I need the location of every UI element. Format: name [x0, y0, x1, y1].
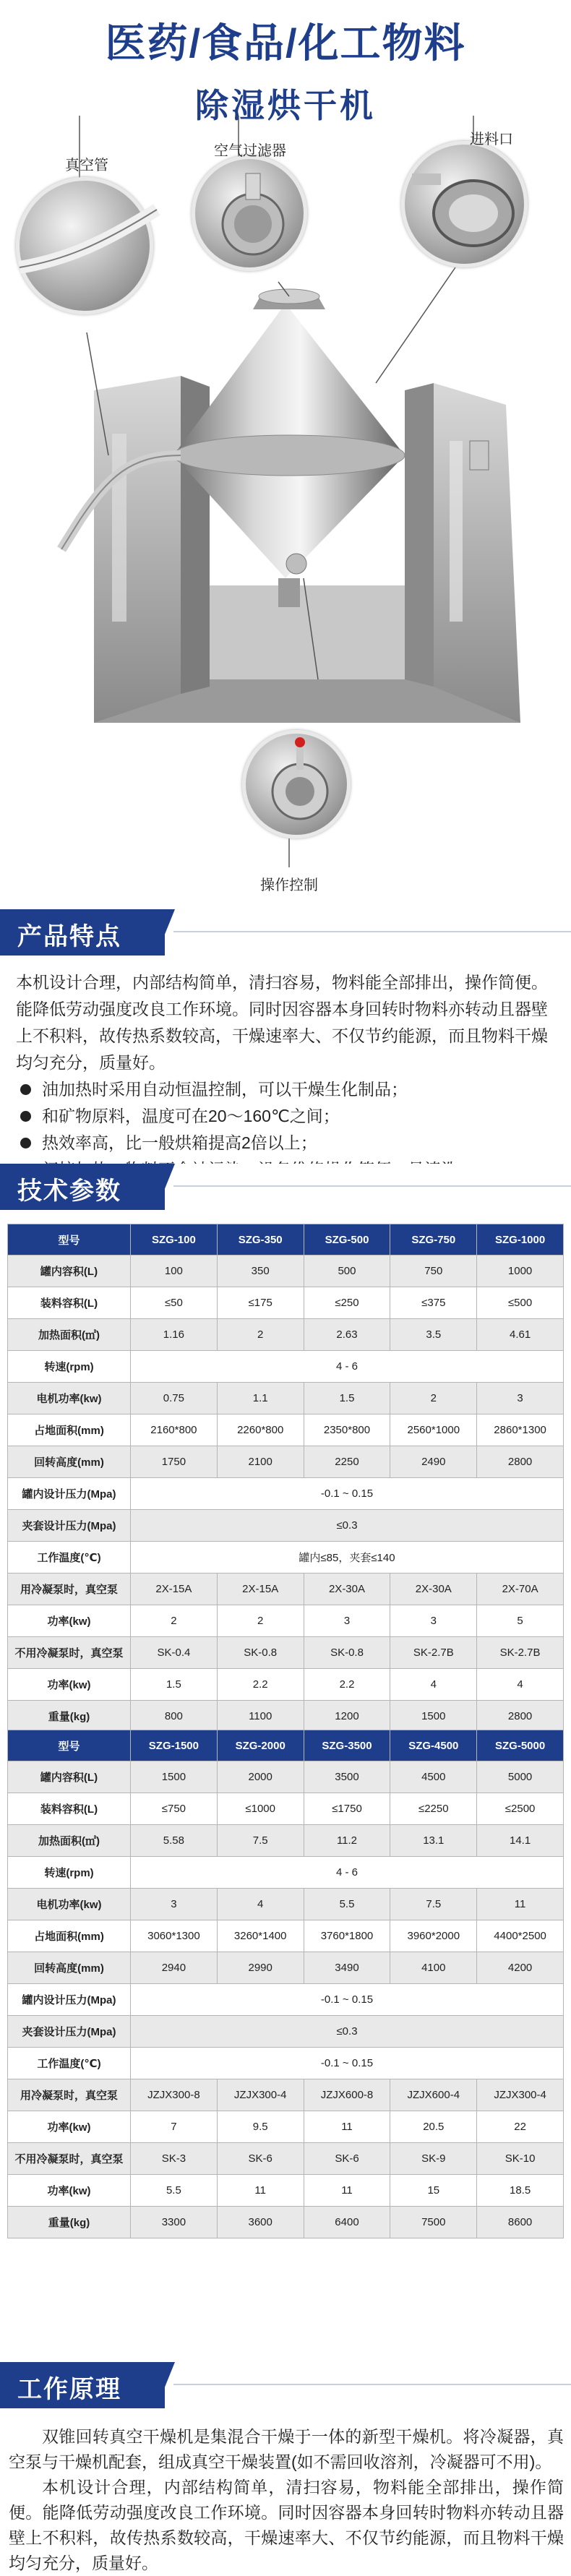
spec-cell: 3 [304, 1605, 390, 1637]
spec-cell: 1500 [390, 1701, 477, 1733]
spec-cell: ≤175 [217, 1287, 304, 1319]
spec-cell: 1.5 [304, 1383, 390, 1414]
specs-heading-text: 技术参数 [17, 1177, 121, 1205]
spec-cell: 5 [477, 1605, 564, 1637]
specs-heading [0, 1164, 571, 1210]
spec-cell: SK-0.4 [131, 1637, 218, 1669]
spec-cell: 2990 [217, 1952, 304, 1984]
spec-cell: 3260*1400 [217, 1920, 304, 1952]
spec-cell: ≤1000 [217, 1793, 304, 1825]
spec-cell: 4 [217, 1889, 304, 1920]
header-model-cell: SZG-500 [304, 1224, 390, 1255]
spec-cell: 0.75 [131, 1383, 218, 1414]
spec-cell: 2X-15A [131, 1573, 218, 1605]
spec-cell: 1100 [217, 1701, 304, 1733]
row-label: 功率(kw) [8, 2175, 131, 2207]
table-row [8, 2016, 564, 2048]
table-row [8, 1761, 564, 1793]
spec-cell: ≤750 [131, 1793, 218, 1825]
row-label: 功率(kw) [8, 2111, 131, 2143]
row-label: 罐内设计压力(Mpa) [8, 1984, 131, 2016]
spec-cell: JZJX600-4 [390, 2079, 477, 2111]
spec-cell: 2940 [131, 1952, 218, 1984]
header-model-cell: SZG-3500 [304, 1730, 390, 1761]
row-label: 转速(rpm) [8, 1857, 131, 1889]
page-title: 医药/食品/化工物料 [105, 20, 466, 66]
spec-cell: 5.5 [304, 1889, 390, 1920]
spec-cell: 22 [477, 2111, 564, 2143]
header-model-cell: SZG-350 [217, 1224, 304, 1255]
table-row [8, 2048, 564, 2079]
principle-body [9, 2424, 564, 2576]
table-row [8, 1952, 564, 1984]
spec-cell: 8600 [477, 2207, 564, 2238]
spec-cell: 罐内≤85，夹套≤140 [131, 1542, 564, 1573]
spec-cell: SK-6 [217, 2143, 304, 2175]
row-label: 重量(kg) [8, 1701, 131, 1733]
row-label: 电机功率(kw) [8, 1889, 131, 1920]
spec-cell: 2250 [304, 1446, 390, 1478]
table-row [8, 2143, 564, 2175]
spec-cell: 3500 [304, 1761, 390, 1793]
spec-cell: 5000 [477, 1761, 564, 1793]
spec-cell: 2X-15A [217, 1573, 304, 1605]
callout-feed-port: 进料口 [470, 132, 513, 147]
spec-cell: 2 [217, 1319, 304, 1351]
spec-cell: ≤500 [477, 1287, 564, 1319]
spec-cell: 6400 [304, 2207, 390, 2238]
header-model-cell: SZG-4500 [390, 1730, 477, 1761]
spec-cell: 3 [477, 1383, 564, 1414]
header-model-cell: SZG-1000 [477, 1224, 564, 1255]
spec-cell: 7.5 [217, 1825, 304, 1857]
spec-cell: 2800 [477, 1701, 564, 1733]
spec-cell: SK-3 [131, 2143, 218, 2175]
spec-cell: 500 [304, 1255, 390, 1287]
header-model-label: 型号 [8, 1730, 131, 1761]
spec-cell: 3960*2000 [390, 1920, 477, 1952]
spec-cell: 5.58 [131, 1825, 218, 1857]
spec-cell: 4100 [390, 1952, 477, 1984]
spec-cell: 3300 [131, 2207, 218, 2238]
header-model-cell: SZG-2000 [217, 1730, 304, 1761]
header-model-cell: SZG-1500 [131, 1730, 218, 1761]
table-row [8, 1478, 564, 1510]
spec-cell: 1000 [477, 1255, 564, 1287]
vacuum-tube-detail [16, 177, 153, 314]
spec-cell: SK-9 [390, 2143, 477, 2175]
principle-paragraph: 本机设计合理，内部结构简单，清扫容易，物料能全部排出，操作简便。能降低劳动强度改良工作环境。同时因容器本身回转时物料亦转动且器壁上不积料，故传热系数较高，干燥速率大、不仅节约能源，而且物料干燥均匀充分，质量好。 [9, 2478, 564, 2572]
row-label: 转速(rpm) [8, 1351, 131, 1383]
spec-cell: 7.5 [390, 1889, 477, 1920]
table-row [8, 1414, 564, 1446]
spec-cell: SK-0.8 [304, 1637, 390, 1669]
spec-cell: 4200 [477, 1952, 564, 1984]
row-label: 罐内设计压力(Mpa) [8, 1478, 131, 1510]
spec-cell: 4.61 [477, 1319, 564, 1351]
spec-cell: 11 [304, 2111, 390, 2143]
spec-cell: 2X-70A [477, 1573, 564, 1605]
table-row [8, 1889, 564, 1920]
row-label: 回转高度(mm) [8, 1952, 131, 1984]
table-row [8, 2207, 564, 2238]
spec-cell: JZJX300-8 [131, 2079, 218, 2111]
spec-cell: 2800 [477, 1446, 564, 1478]
header-model-cell: SZG-100 [131, 1224, 218, 1255]
callout-vacuum-tube: 真空管 [65, 158, 108, 173]
spec-cell: 2560*1000 [390, 1414, 477, 1446]
row-label: 功率(kw) [8, 1669, 131, 1701]
spec-cell: 7500 [390, 2207, 477, 2238]
spec-cell: 18.5 [477, 2175, 564, 2207]
air-filter-detail [192, 155, 307, 271]
spec-cell: 2160*800 [131, 1414, 218, 1446]
features-heading [0, 909, 571, 956]
row-label: 夹套设计压力(Mpa) [8, 1510, 131, 1542]
features-bullet: 和矿物原料，温度可在20～160℃之间； [16, 1103, 557, 1130]
spec-cell: 4400*2500 [477, 1920, 564, 1952]
spec-cell: 100 [131, 1255, 218, 1287]
table-row [8, 2079, 564, 2111]
spec-cell: 3 [390, 1605, 477, 1637]
table-row [8, 2175, 564, 2207]
row-label: 不用冷凝泵时，真空泵 [8, 1637, 131, 1669]
spec-cell: 4500 [390, 1761, 477, 1793]
spec-cell: 1.1 [217, 1383, 304, 1414]
header-model-cell: SZG-5000 [477, 1730, 564, 1761]
row-label: 用冷凝泵时，真空泵 [8, 2079, 131, 2111]
table-row [8, 1383, 564, 1414]
spec-cell: ≤250 [304, 1287, 390, 1319]
table-row [8, 1510, 564, 1542]
spec-cell: SK-2.7B [390, 1637, 477, 1669]
spec-cell: 2000 [217, 1761, 304, 1793]
features-bullet: 热效率高，比一般烘箱提高2倍以上； [16, 1130, 557, 1156]
table-row [8, 1825, 564, 1857]
spec-cell: 1500 [131, 1761, 218, 1793]
spec-cell: JZJX600-8 [304, 2079, 390, 2111]
spec-cell: -0.1 ~ 0.15 [131, 2048, 564, 2079]
spec-cell: 2260*800 [217, 1414, 304, 1446]
principle-paragraph: 双锥回转真空干燥机是集混合干燥于一体的新型干燥机。将冷凝器，真空泵与干燥机配套，组成真空干燥装置(如不需回收溶剂，冷凝器可不用)。 [9, 2427, 564, 2471]
spec-cell: 5.5 [131, 2175, 218, 2207]
spec-cell: 2.2 [217, 1669, 304, 1701]
row-label: 加热面积(㎡) [8, 1319, 131, 1351]
spec-cell: SK-0.8 [217, 1637, 304, 1669]
row-label: 装料容积(L) [8, 1793, 131, 1825]
spec-cell: 14.1 [477, 1825, 564, 1857]
spec-cell: JZJX300-4 [217, 2079, 304, 2111]
spec-cell: 2X-30A [390, 1573, 477, 1605]
spec-cell: 2490 [390, 1446, 477, 1478]
callout-control: 操作控制 [260, 877, 318, 893]
spec-cell: ≤0.3 [131, 2016, 564, 2048]
spec-cell: 11.2 [304, 1825, 390, 1857]
row-label: 工作温度(℃) [8, 1542, 131, 1573]
feed-port-detail [401, 141, 528, 267]
spec-table-2 [7, 1730, 564, 2238]
spec-cell: 11 [477, 1889, 564, 1920]
features-body [16, 969, 557, 1183]
spec-cell: SK-2.7B [477, 1637, 564, 1669]
spec-cell: 9.5 [217, 2111, 304, 2143]
table-header-row [8, 1730, 564, 1761]
spec-cell: 1.16 [131, 1319, 218, 1351]
table-row [8, 1573, 564, 1605]
spec-cell: 20.5 [390, 2111, 477, 2143]
spec-cell: 2350*800 [304, 1414, 390, 1446]
spec-cell: ≤2500 [477, 1793, 564, 1825]
spec-cell: 3600 [217, 2207, 304, 2238]
spec-cell: SK-6 [304, 2143, 390, 2175]
spec-cell: 2.63 [304, 1319, 390, 1351]
spec-cell: 2.2 [304, 1669, 390, 1701]
spec-cell: 4 - 6 [131, 1857, 564, 1889]
spec-cell: 13.1 [390, 1825, 477, 1857]
table-row [8, 1701, 564, 1733]
row-label: 工作温度(℃) [8, 2048, 131, 2079]
features-heading-text: 产品特点 [17, 923, 121, 950]
spec-cell: 2 [131, 1605, 218, 1637]
callout-air-filter: 空气过滤器 [214, 143, 286, 159]
spec-cell: 3490 [304, 1952, 390, 1984]
row-label: 占地面积(mm) [8, 1414, 131, 1446]
table-row [8, 1446, 564, 1478]
spec-cell: 350 [217, 1255, 304, 1287]
spec-cell: 4 - 6 [131, 1351, 564, 1383]
row-label: 夹套设计压力(Mpa) [8, 2016, 131, 2048]
spec-cell: ≤375 [390, 1287, 477, 1319]
table-row [8, 1542, 564, 1573]
features-intro: 本机设计合理，内部结构简单，清扫容易，物料能全部排出，操作简便。能降低劳动强度改良工作环境。同时因容器本身回转时物料亦转动且器壁上不积料，故传热系数较高，干燥速率大、不仅节约能源，而且物料干燥均匀充分，质量好。 [16, 973, 548, 1072]
spec-cell: SK-10 [477, 2143, 564, 2175]
spec-cell: 15 [390, 2175, 477, 2207]
row-label: 不用冷凝泵时，真空泵 [8, 2143, 131, 2175]
principle-heading-text: 工作原理 [17, 2376, 121, 2403]
spec-cell: 3 [131, 1889, 218, 1920]
spec-cell: 2 [217, 1605, 304, 1637]
spec-table-1 [7, 1224, 564, 1733]
spec-cell: 2X-30A [304, 1573, 390, 1605]
row-label: 功率(kw) [8, 1605, 131, 1637]
row-label: 罐内容积(L) [8, 1255, 131, 1287]
spec-cell: -0.1 ~ 0.15 [131, 1984, 564, 2016]
table-row [8, 1351, 564, 1383]
row-label: 装料容积(L) [8, 1287, 131, 1319]
spec-cell: 11 [217, 2175, 304, 2207]
header-model-label: 型号 [8, 1224, 131, 1255]
spec-cell: -0.1 ~ 0.15 [131, 1478, 564, 1510]
table-row [8, 2111, 564, 2143]
spec-cell: ≤50 [131, 1287, 218, 1319]
spec-cell: 7 [131, 2111, 218, 2143]
spec-cell: 4 [390, 1669, 477, 1701]
spec-cell: 800 [131, 1701, 218, 1733]
spec-cell: 1200 [304, 1701, 390, 1733]
features-bullet: 油加热时采用自动恒温控制，可以干燥生化制品； [16, 1076, 557, 1103]
spec-cell: 3060*1300 [131, 1920, 218, 1952]
row-label: 用冷凝泵时，真空泵 [8, 1573, 131, 1605]
spec-cell: 11 [304, 2175, 390, 2207]
spec-cell: 2860*1300 [477, 1414, 564, 1446]
table-row [8, 1920, 564, 1952]
spec-cell: 2 [390, 1383, 477, 1414]
table-row [8, 1793, 564, 1825]
table-row [8, 1319, 564, 1351]
spec-cell: ≤0.3 [131, 1510, 564, 1542]
table-row [8, 1605, 564, 1637]
row-label: 加热面积(㎡) [8, 1825, 131, 1857]
spec-cell: 2100 [217, 1446, 304, 1478]
spec-cell: ≤1750 [304, 1793, 390, 1825]
spec-cell: ≤2250 [390, 1793, 477, 1825]
spec-cell: 750 [390, 1255, 477, 1287]
table-row [8, 1984, 564, 2016]
control-detail [242, 730, 351, 838]
spec-cell: 1750 [131, 1446, 218, 1478]
table-header-row [8, 1224, 564, 1255]
hero-section [0, 0, 571, 918]
table-row [8, 1287, 564, 1319]
table-row [8, 1669, 564, 1701]
table-row [8, 1637, 564, 1669]
page-subtitle: 除湿烘干机 [195, 87, 376, 124]
row-label: 回转高度(mm) [8, 1446, 131, 1478]
spec-cell: JZJX300-4 [477, 2079, 564, 2111]
table-row [8, 1857, 564, 1889]
spec-cell: 3.5 [390, 1319, 477, 1351]
row-label: 罐内容积(L) [8, 1761, 131, 1793]
row-label: 占地面积(mm) [8, 1920, 131, 1952]
spec-cell: 1.5 [131, 1669, 218, 1701]
spec-cell: 3760*1800 [304, 1920, 390, 1952]
row-label: 重量(kg) [8, 2207, 131, 2238]
principle-heading [0, 2362, 571, 2408]
table-row [8, 1255, 564, 1287]
spec-cell: 4 [477, 1669, 564, 1701]
header-model-cell: SZG-750 [390, 1224, 477, 1255]
row-label: 电机功率(kw) [8, 1383, 131, 1414]
